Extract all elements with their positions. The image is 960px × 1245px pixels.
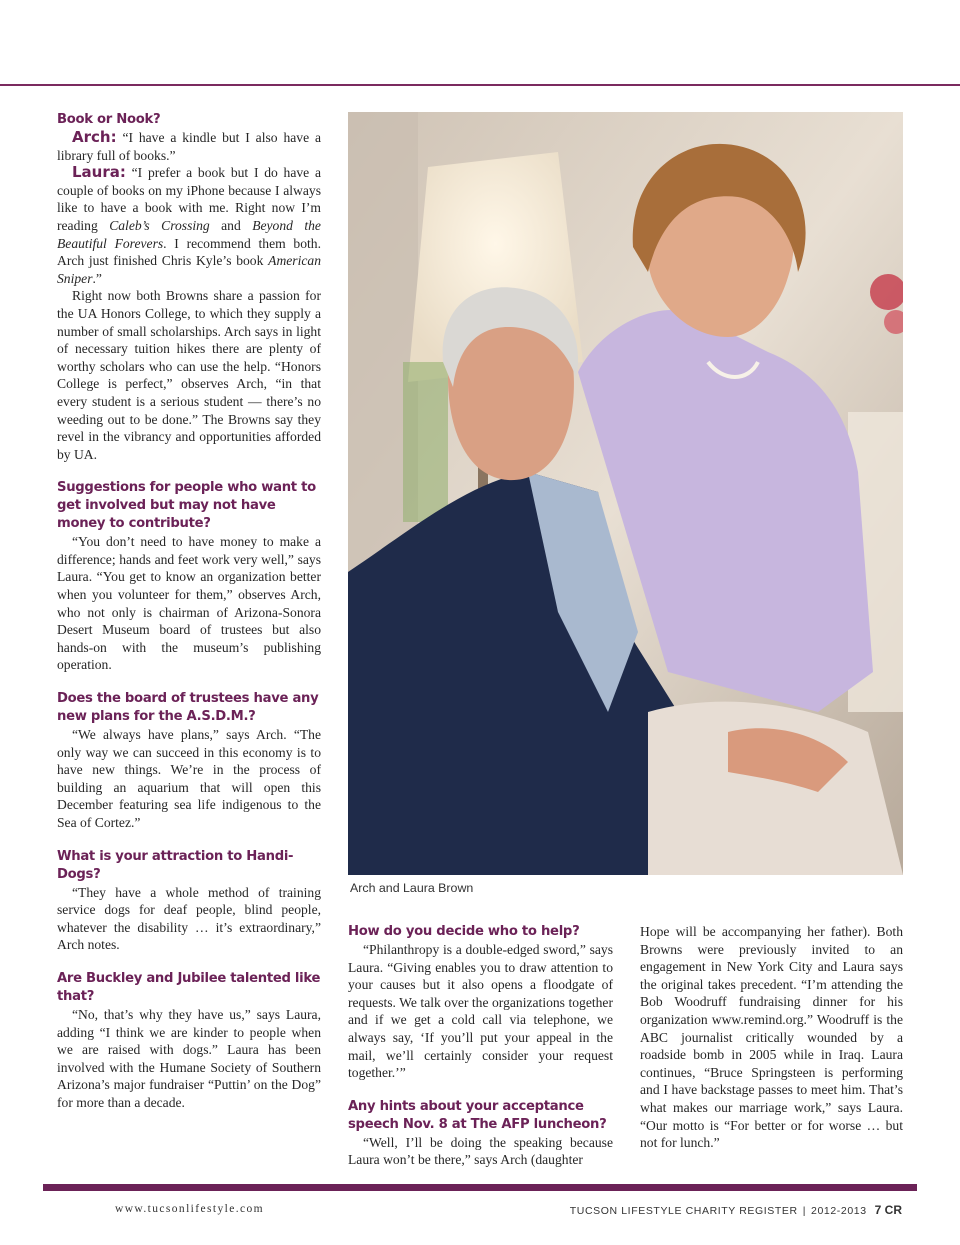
- question-heading: Are Buckley and Jubilee talented like that?: [57, 970, 321, 1004]
- folio: [570, 1203, 902, 1217]
- answer-paragraph: “You don’t need to have money to make a difference; hands and feet work very well,” says Laura. “You get to know an organization better when you volunteer for them,” observes Arch, who not only is chairman of Arizona-Sonora Desert Museum board of trustees but also hands-on with the museum’s publishing operation.: [57, 534, 321, 673]
- top-rule: [0, 84, 960, 86]
- folio-separator: |: [802, 1205, 807, 1217]
- body-paragraph: Right now both Browns share a passion for the UA Honors College, to which they supply a number of small scholarships. Arch says in light of necessary tuition hikes there are plenty of worthy scholars who can use the help. “Honors College is perfect,” observes Arch, “in that every student is a serious student — there’s no weeding out to be done.” The Browns say they revel in the vibrancy and opportunities afforded by UA.: [57, 288, 321, 462]
- portrait-illustration: [348, 112, 903, 875]
- portrait-photo: [348, 112, 903, 875]
- question-heading: Any hints about your acceptance speech Nov. 8 at The AFP luncheon?: [348, 1098, 607, 1132]
- footer-rule: [43, 1184, 917, 1191]
- book-title: Beyond the Beautiful Forevers: [57, 217, 321, 251]
- speaker-label: Arch:: [72, 128, 117, 146]
- article-column-3: [640, 923, 903, 1152]
- question-heading: Suggestions for people who want to get involved but may not have money to contribute?: [57, 480, 316, 532]
- question-heading: How do you decide who to help?: [348, 924, 580, 939]
- issue-years: 2012-2013: [811, 1205, 867, 1217]
- page-number: 7 CR: [874, 1203, 902, 1217]
- answer-paragraph: “Philanthropy is a double-edged sword,” says Laura. “Giving enables you to draw attention to your causes but it also opens a floodgate of requests. We talk over the organizations together and if we get a cold call via telephone, we always say, ‘If you’ll put your appeal in the mail, we’ll certainly consider your request together.’”: [348, 942, 613, 1081]
- answer-text: and: [209, 217, 253, 233]
- answer-text: . I recommend them both. Arch just finished Chris Kyle’s book: [57, 235, 321, 269]
- question-heading: What is your attraction to Handi-Dogs?: [57, 848, 294, 882]
- speaker-label: Laura:: [72, 163, 126, 182]
- question-heading: Book or Nook?: [57, 112, 161, 127]
- photo-caption: Arch and Laura Brown: [350, 881, 474, 895]
- website-url: www.tucsonlifestyle.com: [115, 1203, 264, 1215]
- answer-paragraph: [57, 129, 321, 164]
- question-heading: Does the board of trustees have any new plans for the A.S.D.M.?: [57, 691, 319, 725]
- book-title: Caleb’s Crossing: [109, 217, 210, 233]
- answer-paragraph-continued: Hope will be accompanying her father). Both Browns were previously invited to an engagement in New York City and Laura says the original takes precedent. “I’m attending the Bob Woodruff fundraising dinner for his organization www.remind.org.” Woodruff is the ABC journalist critically wounded by a roadside bomb in 2005 while in Iraq. Laura continues, “Bruce Springsteen is performing and I have backstage passes to meet him. That’s what makes our marriage work,” says Laura. “Our motto is “For better or for worse … but not for lunch.”: [640, 924, 903, 1151]
- answer-paragraph: “They have a whole method of training service dogs for deaf people, blind people, whatever the disability … it’s extraordinary,” Arch notes.: [57, 884, 321, 953]
- answer-paragraph: “No, that’s why they have us,” says Laura, adding “I think we are kinder to people when we are raised with dogs.” Laura has been involved with the Humane Society of Southern Arizona’s major fundraiser “Puttin’ on the Dog” for more than a decade.: [57, 1006, 321, 1110]
- answer-text: “I prefer a book but I do have a couple of books on my iPhone because I always like to have a book with me. Right now I’m reading: [57, 165, 321, 233]
- answer-paragraph: “Well, I’ll be doing the speaking because Laura won’t be there,” says Arch (daughter: [348, 1134, 613, 1168]
- article-column-2: [348, 923, 613, 1169]
- answer-text: .”: [92, 270, 102, 286]
- book-title: American Sniper: [57, 253, 321, 286]
- article-column-1: [57, 111, 321, 1112]
- publication-name: TUCSON LIFESTYLE CHARITY REGISTER: [569, 1205, 798, 1217]
- answer-paragraph: [57, 164, 321, 287]
- answer-text: “I have a kindle but I also have a library full of books.”: [57, 130, 321, 163]
- answer-paragraph: “We always have plans,” says Arch. “The only way we can succeed in this economy is to have new things. We’re in the process of building an aquarium that will open this December featuring sea life indigenous to the Sea of Cortez.”: [57, 727, 321, 830]
